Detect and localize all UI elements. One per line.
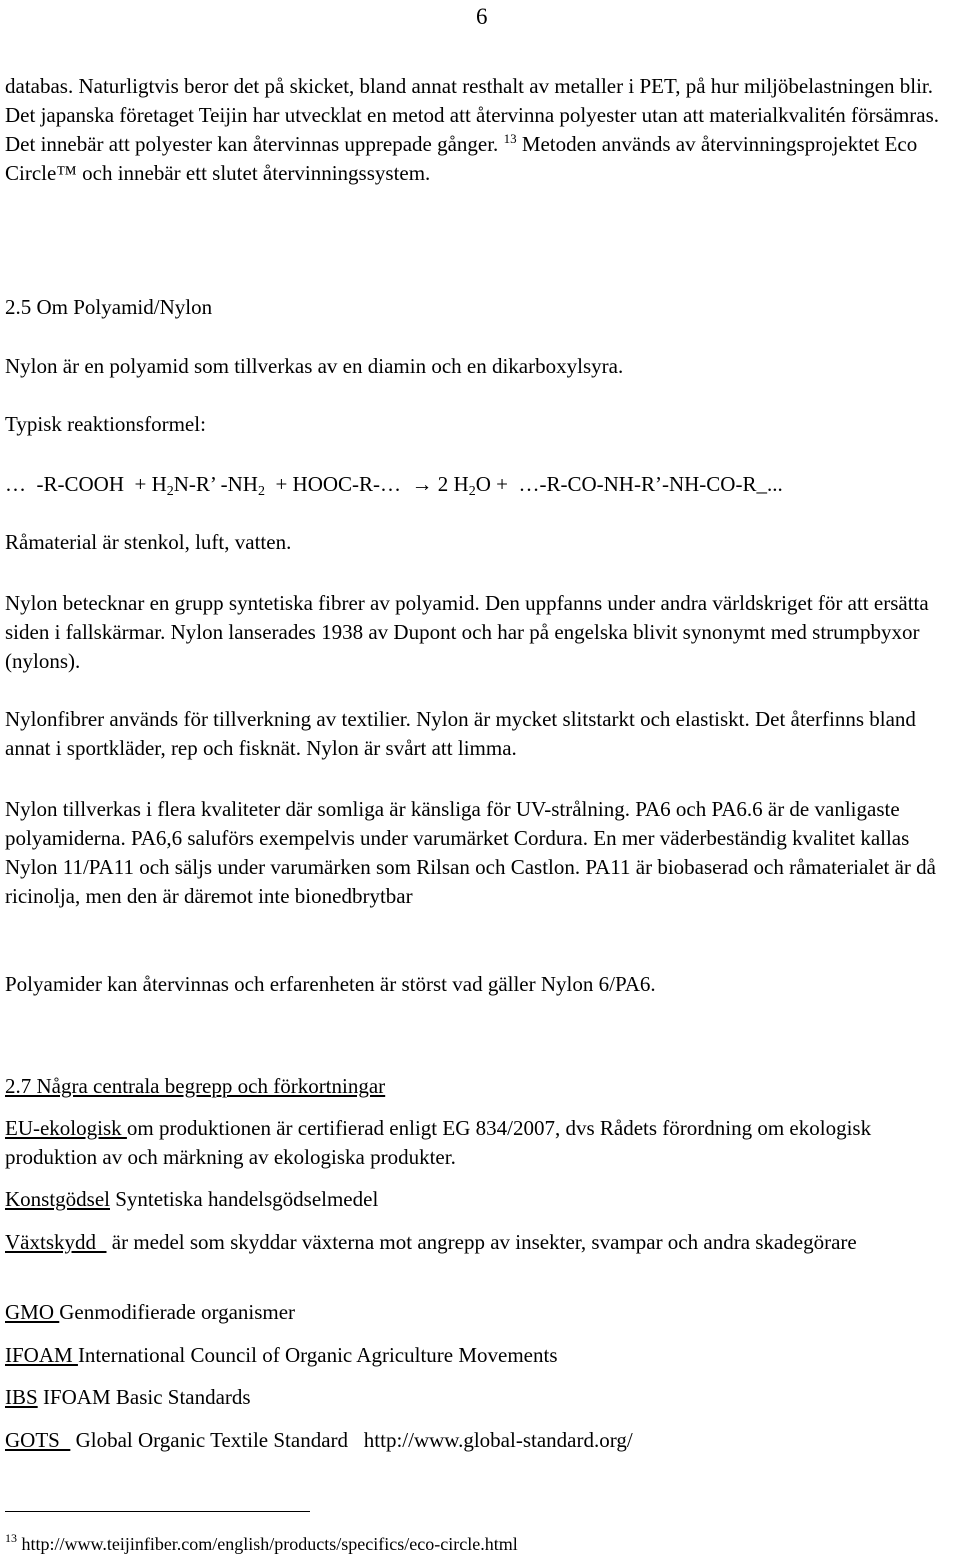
paragraph-typisk: Typisk reaktionsformel: — [5, 412, 206, 436]
definition-ifoam — [5, 1341, 955, 1370]
formula-part: + HOOC-R-… → 2 H — [264, 472, 469, 496]
definition-term: EU-ekologisk — [5, 1116, 127, 1140]
definition-term: IFOAM — [5, 1343, 78, 1367]
definition-term: Konstgödsel — [5, 1187, 110, 1211]
definition-vaxtskydd — [5, 1228, 955, 1257]
formula-subscript: 2 — [257, 484, 265, 499]
definition-eu-ekologisk — [5, 1114, 955, 1172]
formula-part: N-R’ -NH — [173, 472, 258, 496]
footnote-separator — [5, 1511, 310, 1512]
formula-subscript: 2 — [166, 484, 174, 499]
paragraph-ramaterial: Råmaterial är stenkol, luft, vatten. — [5, 530, 292, 554]
definition-term: Växtskydd — [5, 1230, 107, 1254]
paragraph-polyamider: Polyamider kan återvinnas och erfarenheten är störst vad gäller Nylon 6/PA6. — [5, 972, 656, 996]
definition-text: om produktionen är certifierad enligt EG 834/2007, dvs Rådets förordning om ekologisk produktion av och märkning av ekologiska produkter. — [5, 1116, 872, 1169]
definition-text: Syntetiska handelsgödselmedel — [110, 1187, 379, 1211]
definition-text: International Council of Organic Agriculture Movements — [77, 1343, 558, 1367]
definition-term: GOTS — [5, 1428, 71, 1452]
paragraph-teijin — [5, 72, 955, 188]
reaction-formula — [5, 470, 955, 499]
formula-part: … -R-COOH + H — [5, 472, 167, 496]
definition-ibs — [5, 1383, 955, 1412]
section-heading-begrepp: 2.7 Några centrala begrepp och förkortningar — [5, 1074, 386, 1098]
paragraph-kvaliteter: Nylon tillverkas i flera kvaliteter där somliga är känsliga för UV-strålning. PA6 och PA6.6 är de vanligaste polyamiderna. PA6,6 saluförs exempelvis under varumärket Cordura. En mer väderbeständig kvalitet kallas Nylon 11/PA11 och säljs under varumärken som Rilsan och Castlon. PA11 är biobaserad och råmaterialet är då ricinolja, men den är däremot inte bionedbrytbar — [5, 797, 936, 908]
paragraph-nylon-betecknar: Nylon betecknar en grupp syntetiska fibrer av polyamid. Den uppfanns under andra världskriget för att ersätta siden i fallskärmar. Nylon lanserades 1938 av Dupont och har på engelska blivit synonymt med strumpbyxor (nylons). — [5, 591, 929, 673]
paragraph-text: databas. Naturligtvis beror det på skicket, bland annat resthalt av metaller i PET, på hur miljöbelastningen blir. Det japanska företaget Teijin har utvecklat en metod att återvinna polyester utan att materialkvalitén försämras. Det innebär att polyester kan återvinnas upprepade gånger. — [5, 74, 940, 156]
footnote-link[interactable]: http://www.teijinfiber.com/english/products/specifics/eco-circle.html — [17, 1534, 518, 1554]
paragraph-text-continued: Metoden används av återvinningsprojektet Eco Circle™ och innebär ett slutet återvinningssystem. — [5, 132, 918, 185]
paragraph-nylon-intro: Nylon är en polyamid som tillverkas av en diamin och en dikarboxylsyra. — [5, 354, 624, 378]
definition-term: IBS — [5, 1385, 38, 1409]
paragraph-nylonfibrer: Nylonfibrer används för tillverkning av textilier. Nylon är mycket slitstarkt och elastiskt. Det återfinns bland annat i sportkläder, rep och fisknät. Nylon är svårt att limma. — [5, 707, 916, 760]
definition-gmo — [5, 1298, 955, 1327]
definition-konstgodsel — [5, 1185, 955, 1214]
footnote-number: 13 — [5, 1531, 17, 1545]
definition-term: GMO — [5, 1300, 60, 1324]
page-number: 6 — [476, 4, 488, 29]
section-heading-polyamid: 2.5 Om Polyamid/Nylon — [5, 295, 213, 319]
definition-text: IFOAM Basic Standards — [37, 1385, 251, 1409]
definition-text: Global Organic Textile Standard http://www.global-standard.org/ — [70, 1428, 633, 1452]
definition-text: Genmodifierade organismer — [59, 1300, 296, 1324]
definition-gots — [5, 1426, 955, 1455]
formula-part: O + …-R-CO-NH-R’-NH-CO-R_... — [475, 472, 783, 496]
footnote — [5, 1533, 518, 1555]
footnote-reference[interactable]: 13 — [503, 131, 517, 146]
formula-subscript: 2 — [468, 484, 476, 499]
definition-text: är medel som skyddar växterna mot angrepp av insekter, svampar och andra skadegörare — [106, 1230, 857, 1254]
